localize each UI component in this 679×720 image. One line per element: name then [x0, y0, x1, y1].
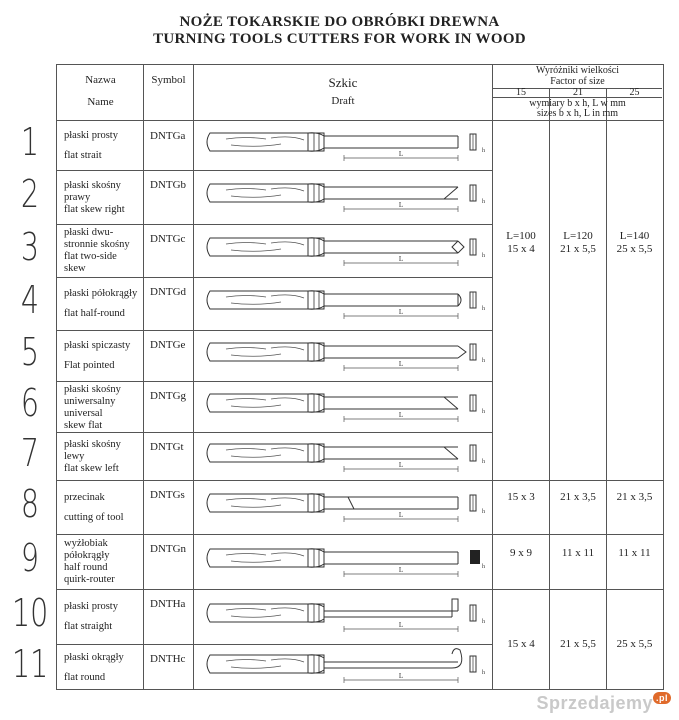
tool-symbol: DNTGc	[150, 233, 186, 245]
tool-name-line: płaski prosty	[64, 601, 118, 612]
col-divider-21	[606, 88, 607, 690]
row-number: 8	[20, 481, 40, 526]
dim-row8-21: 21 x 3,5	[560, 491, 596, 503]
row-number: 3	[20, 225, 40, 269]
length-label: L	[398, 511, 404, 519]
height-label: h	[482, 509, 485, 515]
header-name-en: Name	[87, 96, 114, 108]
height-label: h	[482, 199, 485, 205]
height-label: h	[482, 459, 485, 465]
height-label: h	[482, 148, 485, 154]
size-21: 21	[573, 87, 583, 98]
header-factor-en: Factor of size	[550, 76, 605, 87]
row-number: 2	[20, 171, 40, 216]
row-line	[56, 170, 493, 171]
tool-symbol: DNTGd	[150, 286, 187, 298]
header-dims-en: sizes b x h, L in mm	[536, 108, 618, 119]
row-line	[56, 330, 493, 331]
row-line	[56, 534, 664, 535]
row-number: 9	[20, 536, 40, 580]
tool-symbol: DNTGa	[150, 130, 186, 142]
length-label: L	[398, 201, 404, 209]
length-label: L	[398, 150, 404, 158]
header-name-pl: Nazwa	[85, 74, 116, 86]
dim-row9-25: 11 x 11	[618, 547, 651, 559]
watermark-logo: Sprzedajemy $^{.pl}$	[536, 693, 671, 714]
col-divider-draft	[492, 64, 493, 690]
height-label: h	[482, 358, 485, 364]
dim-group1-15: L=100 15 x 4	[506, 230, 536, 255]
row-line	[56, 589, 664, 590]
dim-row9-15: 9 x 9	[510, 547, 532, 559]
tool-sketch	[196, 172, 492, 223]
header-bottom-line	[56, 120, 664, 121]
header-factor-pl: Wyróżniki wielkości	[536, 65, 619, 76]
row-line	[56, 480, 664, 481]
tool-name-line: płaski okrągły	[64, 651, 124, 663]
tool-sketch	[196, 591, 492, 643]
tool-name-line: skew	[64, 263, 86, 274]
tool-name-line: flat half-round	[64, 308, 125, 319]
title-english: TURNING TOOLS CUTTERS FOR WORK IN WOOD	[153, 31, 526, 47]
dim-group3-21: 21 x 5,5	[560, 638, 596, 650]
dim-group1-21: L=120 21 x 5,5	[560, 230, 596, 255]
tool-sketch	[196, 646, 492, 689]
header-draft-en: Draft	[331, 95, 355, 107]
tool-symbol: DNTGe	[150, 339, 186, 351]
col-divider-15	[549, 88, 550, 690]
row-number: 11	[12, 641, 49, 686]
length-label: L	[398, 621, 404, 629]
length-label: L	[398, 566, 404, 574]
tool-sketch	[196, 279, 492, 329]
row-number: 6	[20, 381, 40, 425]
tool-sketch	[196, 482, 492, 533]
height-label: h	[482, 670, 485, 676]
length-label: L	[398, 360, 404, 368]
tool-name-line: lewy	[64, 450, 85, 462]
row-line	[56, 644, 493, 645]
tool-name-line: cutting of tool	[64, 511, 124, 523]
tool-symbol: DNTGs	[150, 489, 185, 501]
title-polish: NOŻE TOKARSKIE DO OBRÓBKI DREWNA	[179, 14, 500, 30]
length-label: L	[398, 255, 404, 263]
tool-symbol: DNTGt	[150, 441, 184, 453]
tool-name-line: prawy	[64, 191, 91, 203]
tool-name-line: płaski skośny	[64, 384, 121, 395]
row-number: 5	[20, 330, 40, 374]
tool-name-line: flat straight	[64, 621, 113, 632]
tool-sketch	[196, 332, 492, 380]
row-number: 1	[20, 120, 40, 164]
dim-group3-25: 25 x 5,5	[616, 638, 653, 650]
tool-name-line: stronnie skośny	[64, 239, 130, 250]
row-line	[56, 277, 493, 278]
row-line	[56, 381, 493, 382]
tool-sketch	[196, 536, 492, 588]
height-label: h	[482, 306, 485, 312]
height-label: h	[482, 409, 485, 415]
tool-sketch	[196, 123, 492, 169]
dim-row8-25: 21 x 3,5	[616, 491, 653, 503]
tool-name-line: uniwersalny	[64, 396, 116, 407]
tool-symbol: DNTGn	[150, 543, 187, 555]
tool-symbol: DNTGg	[150, 390, 187, 402]
header-draft-pl: Szkic	[328, 75, 358, 90]
tool-name-line: skew flat	[64, 420, 103, 431]
tool-name-line: płaski spiczasty	[64, 340, 131, 351]
dim-row8-15: 15 x 3	[507, 491, 535, 503]
height-label: h	[482, 564, 485, 570]
length-label: L	[398, 308, 404, 316]
tool-name-line: płaski dwu-	[64, 227, 114, 238]
size-15: 15	[516, 87, 526, 98]
col-divider-symbol	[193, 64, 194, 690]
tool-name-line: płaski skośny	[64, 438, 121, 450]
dim-row9-21: 11 x 11	[561, 547, 595, 559]
tool-symbol: DNTGb	[150, 179, 187, 191]
header-symbol: Symbol	[151, 74, 186, 86]
tool-name-line: flat strait	[64, 150, 102, 161]
row-number: 10	[12, 591, 49, 635]
tool-name-line: flat two-side	[64, 251, 117, 262]
row-number: 4	[20, 278, 40, 322]
tool-name-line: quirk-router	[64, 574, 115, 585]
tool-name-line: flat skew left	[64, 462, 119, 474]
row-line	[56, 224, 493, 225]
length-label: L	[398, 672, 404, 680]
tool-name-line: half round	[64, 562, 108, 573]
tool-name-line: Flat pointed	[64, 360, 115, 371]
tool-sketch	[196, 383, 492, 431]
dim-group3-15: 15 x 4	[507, 638, 535, 650]
length-label: L	[398, 411, 404, 419]
row-number: 7	[20, 430, 40, 475]
tool-name-line: płaski prosty	[64, 130, 118, 141]
tool-sketch	[196, 226, 492, 276]
tool-name-line: płaski półokrągły	[64, 288, 138, 299]
size-25: 25	[629, 87, 640, 98]
height-label: h	[482, 253, 485, 259]
dim-group1-25: L=140 25 x 5,5	[616, 230, 653, 255]
tool-sketch	[196, 434, 492, 479]
tool-name-line: flat round	[64, 671, 106, 683]
tool-name-line: półokrągły	[64, 550, 110, 561]
header-dims-pl: wymiary b x h, L w mm	[529, 98, 626, 109]
tool-name-line: wyżłobiak	[64, 538, 108, 549]
tool-name-line: flat skew right	[64, 203, 125, 215]
length-label: L	[398, 461, 404, 469]
tool-name-line: płaski skośny	[64, 179, 121, 191]
row-line	[56, 432, 493, 433]
tool-symbol: DNTHa	[150, 598, 186, 610]
tool-symbol: DNTHc	[150, 653, 186, 665]
tool-name-line: przecinak	[64, 491, 105, 503]
col-divider-name	[143, 64, 144, 690]
tool-name-line: universal	[64, 408, 103, 419]
height-label: h	[482, 619, 485, 625]
